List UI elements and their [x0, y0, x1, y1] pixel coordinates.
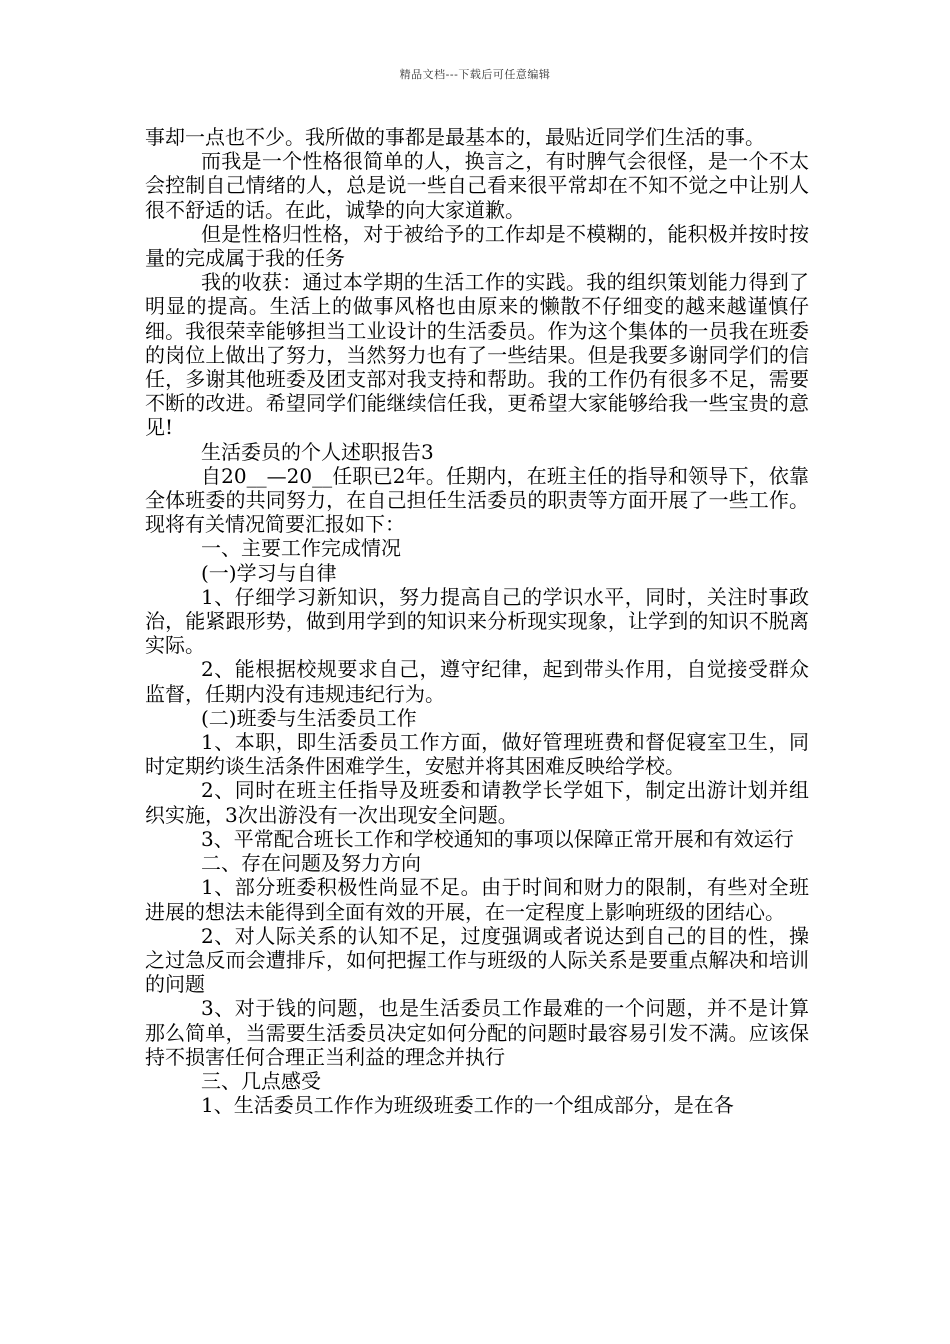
paragraph: 2、能根据校规要求自己，遵守纪律，起到带头作用，自觉接受群众监督，任期内没有违规违纪行为。: [145, 657, 809, 706]
section-title: 生活委员的个人述职报告3: [201, 439, 434, 464]
paragraph: 1、生活委员工作作为班级班委工作的一个组成部分，是在各: [201, 1093, 734, 1118]
heading: 三、几点感受: [201, 1068, 321, 1093]
paragraph: 而我是一个性格很简单的人，换言之，有时脾气会很怪，是一个不太会控制自己情绪的人，总是说一些自己看来很平常却在不知不觉之中让别人很不舒适的话。在此，诚挚的向大家道歉。: [145, 149, 809, 222]
paragraph: 我的收获：通过本学期的生活工作的实践。我的组织策划能力得到了明显的提高。生活上的做事风格也由原来的懒散不仔细变的越来越谨慎仔细。我很荣幸能够担当工业设计的生活委员。作为这个集体的一员我在班委的岗位上做出了努力，当然努力也有了一些结果。但是我要多谢同学们的信任，多谢其他班委及团支部对我支持和帮助。我的工作仍有很多不足，需要不断的改进。希望同学们能继续信任我，更希望大家能够给我一些宝贵的意见!: [145, 270, 809, 440]
subheading: (一)学习与自律: [201, 560, 337, 585]
paragraph: 3、对于钱的问题，也是生活委员工作最难的一个问题，并不是计算那么简单，当需要生活委员决定如何分配的问题时最容易引发不满。应该保持不损害任何合理正当利益的理念并执行: [145, 996, 809, 1069]
heading: 二、存在问题及努力方向: [201, 851, 421, 876]
paragraph: 2、同时在班主任指导及班委和请教学长学姐下，制定出游计划并组织实施，3次出游没有一次出现安全问题。: [145, 778, 809, 827]
page-header: 精品文档---下载后可任意编辑: [399, 68, 551, 81]
paragraph: 3、平常配合班长工作和学校通知的事项以保障正常开展和有效运行: [201, 826, 794, 851]
document-body: [145, 125, 809, 1117]
paragraph: 事却一点也不少。我所做的事都是最基本的，最贴近同学们生活的事。: [145, 125, 765, 149]
subheading: (二)班委与生活委员工作: [201, 705, 417, 730]
heading: 一、主要工作完成情况: [201, 536, 401, 561]
paragraph: 但是性格归性格，对于被给予的工作却是不模糊的，能积极并按时按量的完成属于我的任务: [145, 221, 809, 271]
paragraph: 自20__—20__任职已2年。任期内，在班主任的指导和领导下，依靠全体班委的共同努力，在自己担任生活委员的职责等方面开展了一些工作。现将有关情况简要汇报如下：: [145, 463, 809, 537]
paragraph: 1、本职，即生活委员工作方面，做好管理班费和督促寝室卫生，同时定期约谈生活条件困难学生，安慰并将其困难反映给学校。: [145, 730, 809, 779]
paragraph: 1、部分班委积极性尚显不足。由于时间和财力的限制，有些对全班进展的想法未能得到全面有效的开展，在一定程度上影响班级的团结心。: [145, 875, 809, 924]
paragraph: 1、仔细学习新知识，努力提高自己的学识水平，同时，关注时事政治，能紧跟形势，做到用学到的知识来分析现实现象，让学到的知识不脱离实际。: [145, 584, 809, 658]
paragraph: 2、对人际关系的认知不足，过度强调或者说达到自己的目的性，操之过急反而会遭排斥，如何把握工作与班级的人际关系是要重点解决和培训的问题: [145, 923, 809, 997]
